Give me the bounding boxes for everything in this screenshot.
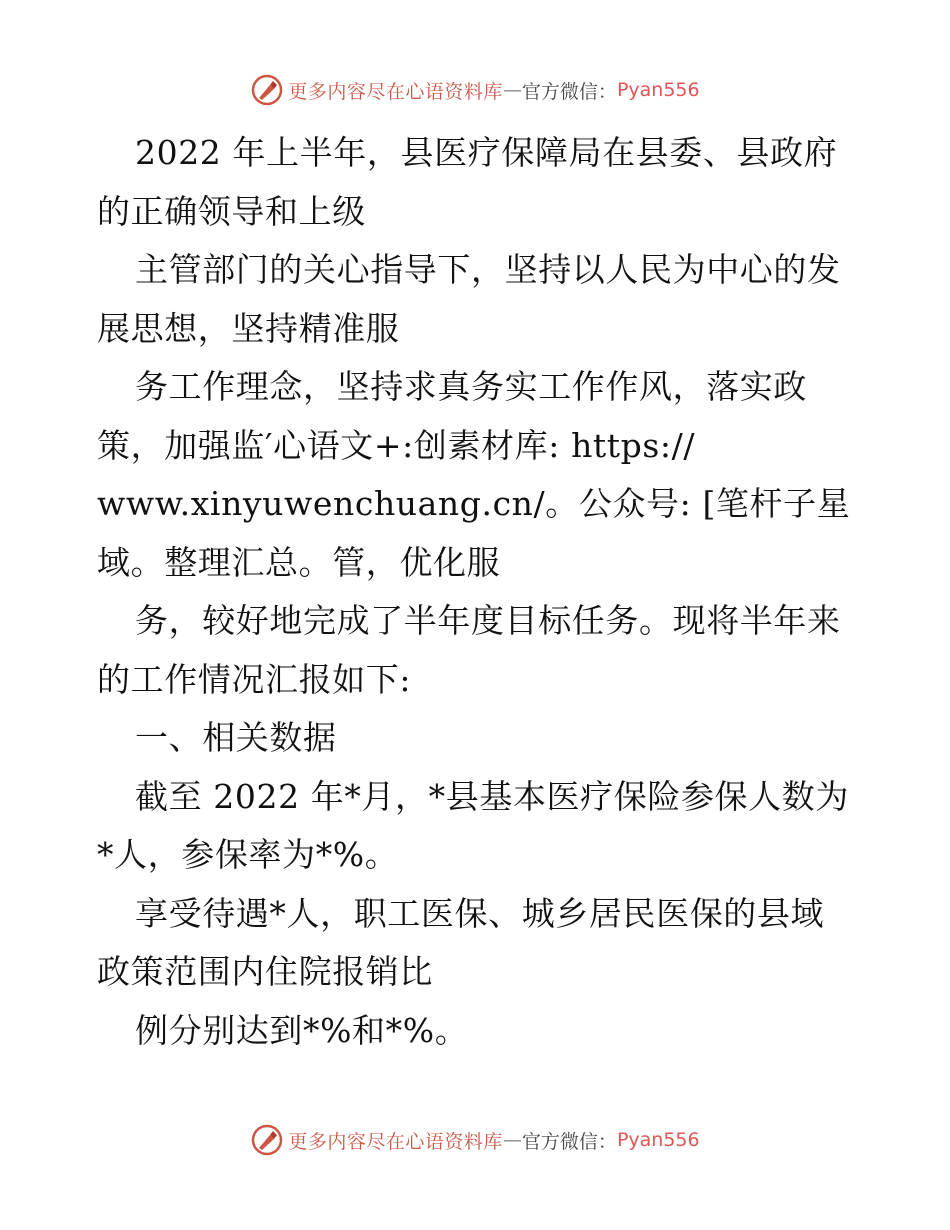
text-line: 域。整理汇总。管，优化服 [97, 542, 501, 582]
watermark-dash: — [502, 79, 522, 101]
text-line: 享受待遇*人，职工医保、城乡居民医保的县域 [135, 893, 825, 933]
document-body [97, 124, 867, 1060]
section-heading: 一、相关数据 [135, 718, 337, 757]
watermark-contact-label: 官方微信： [521, 80, 617, 103]
text-line: 截至 2022 年*月，*县基本医疗保险参保人数为 [135, 776, 849, 816]
header-watermark [0, 70, 950, 110]
text-line: 例分别达到*%和*%。 [135, 1010, 469, 1050]
watermark-dash: — [502, 1129, 522, 1151]
watermark-contact-label: 官方微信： [521, 1130, 617, 1153]
text-line: 的正确领导和上级 [97, 191, 366, 231]
footer-watermark [0, 1120, 950, 1160]
watermark-contact-id: Pyan556 [616, 1129, 700, 1151]
watermark-title: 更多内容尽在心语资料库 [288, 80, 503, 103]
watermark-title: 更多内容尽在心语资料库 [288, 1130, 503, 1153]
text-line: 2022 年上半年，县医疗保障局在县委、县政府 [135, 133, 838, 172]
text-line: 的工作情况汇报如下: [97, 659, 412, 699]
text-line: *人，参保率为*%。 [97, 835, 399, 874]
pen-nib-logo-icon [250, 1123, 284, 1157]
text-line: 务工作理念，坚持求真务实工作作风，落实政 [135, 367, 807, 406]
text-line: 主管部门的关心指导下，坚持以人民为中心的发 [135, 250, 841, 289]
text-line: 政策范围内住院报销比 [97, 952, 433, 991]
text-line: www.xinyuwenchuang.cn/。公众号: [笔杆子星 [97, 484, 851, 523]
watermark-contact-id: Pyan556 [616, 79, 700, 101]
text-line: 策，加强监′心语文+:创素材库: https:// [97, 425, 696, 465]
pen-nib-logo-icon [250, 73, 284, 107]
text-line: 展思想，坚持精准服 [97, 308, 400, 348]
text-line: 务，较好地完成了半年度目标任务。现将半年来 [135, 601, 841, 640]
